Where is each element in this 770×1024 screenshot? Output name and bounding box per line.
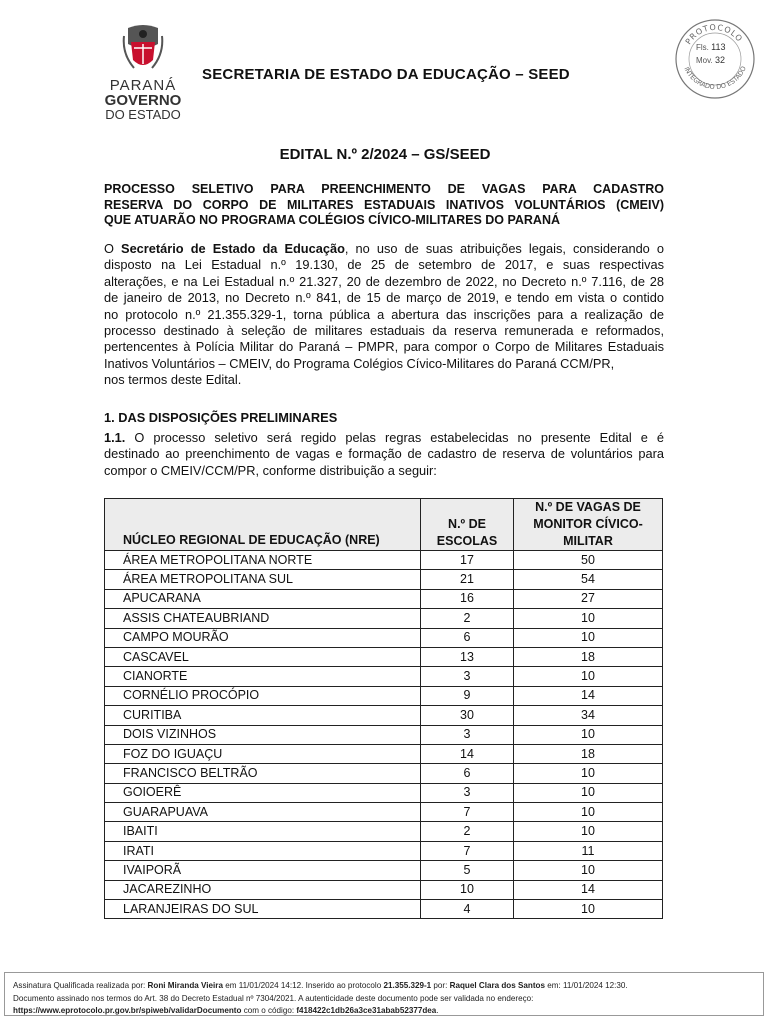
table-row <box>105 667 663 686</box>
table-row <box>105 822 663 841</box>
cell-escolas: 21 <box>421 570 514 589</box>
table-row <box>105 764 663 783</box>
intro-line: no protocolo n.º 21.355.329-1, torna pública a abertura das inscrições para a realização de <box>104 306 664 322</box>
table-row <box>105 686 663 705</box>
cell-nre: FRANCISCO BELTRÃO <box>105 764 421 783</box>
cell-vagas: 50 <box>514 551 663 570</box>
table-row <box>105 880 663 899</box>
cell-nre: CAMPO MOURÃO <box>105 628 421 647</box>
stamp-text-bottom: INTEGRADO DO ESTADO <box>682 64 748 92</box>
logo-line-do-estado: DO ESTADO <box>105 107 181 122</box>
cell-nre: JACAREZINHO <box>105 880 421 899</box>
cell-escolas: 3 <box>421 783 514 802</box>
table-row <box>105 744 663 763</box>
table-header-row <box>105 499 663 551</box>
section-1-title: 1. DAS DISPOSIÇÕES PRELIMINARES <box>104 410 338 425</box>
table-row <box>105 609 663 628</box>
cell-vagas: 10 <box>514 822 663 841</box>
cell-nre: IRATI <box>105 841 421 860</box>
cell-escolas: 3 <box>421 667 514 686</box>
cell-nre: GOIOERÊ <box>105 783 421 802</box>
table-row <box>105 841 663 860</box>
cell-escolas: 2 <box>421 609 514 628</box>
edital-title: EDITAL N.º 2/2024 – GS/SEED <box>279 146 491 163</box>
cell-vagas: 10 <box>514 783 663 802</box>
intro-line: Inativos Voluntários – CMEIV, do Programa Colégios Cívico-Militares do Paraná CCM/PR, <box>104 355 615 371</box>
cell-vagas: 10 <box>514 764 663 783</box>
logo-line-governo: GOVERNO <box>104 92 182 109</box>
cell-nre: CASCAVEL <box>105 647 421 666</box>
table-row <box>105 803 663 822</box>
cell-vagas: 10 <box>514 803 663 822</box>
intro-line: de janeiro de 2013, no Decreto n.º 841, de 15 de março de 2019, e tendo em vista o contido <box>104 290 664 306</box>
item-1-1-line: compor o CMEIV/CCM/PR, conforme distribuição a seguir: <box>104 462 437 478</box>
header-nre: NÚCLEO REGIONAL DE EDUCAÇÃO (NRE) <box>105 499 421 551</box>
stamp-text-top: PROTOCOLO <box>683 22 745 47</box>
cell-nre: FOZ DO IGUAÇU <box>105 744 421 763</box>
cell-vagas: 10 <box>514 900 663 919</box>
table-row <box>105 725 663 744</box>
cell-escolas: 16 <box>421 589 514 608</box>
cell-nre: ÁREA METROPOLITANA NORTE <box>105 551 421 570</box>
item-1-1-number: 1.1. <box>104 430 126 445</box>
cell-nre: LARANJEIRAS DO SUL <box>105 900 421 919</box>
cell-vagas: 18 <box>514 744 663 763</box>
cell-escolas: 4 <box>421 900 514 919</box>
table-row <box>105 900 663 919</box>
item-1-1-line1: O processo seletivo será regido pelas regras estabelecidas no presente Edital e é <box>125 430 664 445</box>
inserter-name: Raquel Clara dos Santos <box>449 981 545 990</box>
svg-text:INTEGRADO DO ESTADO <box>682 65 747 91</box>
cell-vagas: 10 <box>514 861 663 880</box>
validation-code: f418422c1db26a3ce31abab52377dea <box>296 1006 437 1015</box>
stamp-fls-value: 113 <box>711 42 726 52</box>
intro-line: processo destinado à seleção de militares estaduais da reserva remunerada e reformados, <box>104 323 664 339</box>
cell-nre: CIANORTE <box>105 667 421 686</box>
cell-nre: APUCARANA <box>105 589 421 608</box>
table-row <box>105 628 663 647</box>
cell-vagas: 14 <box>514 880 663 899</box>
edital-subtitle <box>104 182 664 229</box>
cell-vagas: 10 <box>514 628 663 647</box>
intro-lead: O <box>104 241 122 256</box>
table-body <box>105 551 663 919</box>
intro-line1-rest: , no uso de suas atribuições legais, considerando o <box>344 241 664 256</box>
table-row <box>105 589 663 608</box>
intro-line: pertencentes à Polícia Militar do Paraná – PMPR, para compor o Corpo de Militares Estaduais <box>104 339 664 355</box>
item-1-1-line: destinado ao preenchimento de vagas e formação de cadastro de reserva de voluntários para <box>104 446 664 462</box>
cell-vagas: 34 <box>514 706 663 725</box>
cell-vagas: 10 <box>514 725 663 744</box>
item-1-1 <box>104 430 664 479</box>
cell-escolas: 3 <box>421 725 514 744</box>
intro-bold: Secretário de Estado da Educação <box>121 241 345 256</box>
cell-vagas: 18 <box>514 647 663 666</box>
table-row <box>105 861 663 880</box>
cell-escolas: 17 <box>421 551 514 570</box>
cell-nre: IBAITI <box>105 822 421 841</box>
subtitle-line: RESERVA DO CORPO DE MILITARES ESTADUAIS INATIVOS VOLUNTÁRIOS (CMEIV) <box>104 197 664 212</box>
cell-escolas: 7 <box>421 803 514 822</box>
cell-nre: ASSIS CHATEAUBRIAND <box>105 609 421 628</box>
cell-escolas: 30 <box>421 706 514 725</box>
footer-line-2: Documento assinado nos termos do Art. 38 do Decreto Estadual nº 7304/2021. A autenticidade deste documento pode ser validada no endereço: <box>13 993 534 1003</box>
cell-escolas: 5 <box>421 861 514 880</box>
cell-escolas: 7 <box>421 841 514 860</box>
stamp-mov-label: Mov. <box>696 56 713 65</box>
cell-nre: CORNÉLIO PROCÓPIO <box>105 686 421 705</box>
header-escolas: N.º DE ESCOLAS <box>421 499 514 551</box>
logo-line-parana: PARANÁ <box>109 77 177 94</box>
cell-nre: CURITIBA <box>105 706 421 725</box>
cell-escolas: 14 <box>421 744 514 763</box>
table-row <box>105 570 663 589</box>
cell-nre: DOIS VIZINHOS <box>105 725 421 744</box>
intro-line: alterações, e na Lei Estadual n.º 21.327, 20 de dezembro de 2022, no Decreto n.º 7.116, de 28 <box>104 273 664 289</box>
cell-vagas: 14 <box>514 686 663 705</box>
signer-name: Roni Miranda Vieira <box>147 981 223 990</box>
protocol-stamp <box>674 18 756 100</box>
parana-coat-of-arms-icon <box>122 24 164 76</box>
cell-nre: IVAIPORÃ <box>105 861 421 880</box>
cell-nre: GUARAPUAVA <box>105 803 421 822</box>
header-vagas: N.º DE VAGAS DE MONITOR CÍVICO-MILITAR <box>514 499 663 551</box>
cell-escolas: 6 <box>421 764 514 783</box>
intro-line: nos termos deste Edital. <box>104 372 242 388</box>
cell-escolas: 9 <box>421 686 514 705</box>
cell-nre: ÁREA METROPOLITANA SUL <box>105 570 421 589</box>
cell-escolas: 13 <box>421 647 514 666</box>
table-row <box>105 647 663 666</box>
vacancies-table <box>104 498 663 919</box>
protocol-number: 21.355.329-1 <box>383 981 432 990</box>
signature-footer: Assinatura Qualificada realizada por: Roni Miranda Vieira em 11/01/2024 14:12. Inserido ao protocolo 21.355.329-1 por: Raquel Clara dos Santos em: 11/01/2024 12:30. Documento assinado nos termos do Art. 38 do Decreto Estadual nº 7304/2021. A autenticidade deste documento pode ser validada no endereço: https://www.eprotocolo.pr.gov.br/spiweb/validarDocumento com o código: f418422c1db26a3ce31abab52377dea. <box>4 972 764 1016</box>
cell-vagas: 10 <box>514 609 663 628</box>
table-row <box>105 706 663 725</box>
subtitle-line: QUE ATUARÃO NO PROGRAMA COLÉGIOS CÍVICO-MILITARES DO PARANÁ <box>104 213 561 227</box>
cell-escolas: 6 <box>421 628 514 647</box>
cell-escolas: 10 <box>421 880 514 899</box>
intro-paragraph <box>104 241 664 389</box>
cell-vagas: 54 <box>514 570 663 589</box>
secretaria-heading: SECRETARIA DE ESTADO DA EDUCAÇÃO – SEED <box>202 66 570 83</box>
parana-government-logo <box>100 24 186 124</box>
stamp-fls-label: Fls. <box>696 43 709 52</box>
validation-url[interactable]: https://www.eprotocolo.pr.gov.br/spiweb/validarDocumento <box>13 1006 242 1015</box>
cell-escolas: 2 <box>421 822 514 841</box>
cell-vagas: 10 <box>514 667 663 686</box>
table-row <box>105 783 663 802</box>
subtitle-line: PROCESSO SELETIVO PARA PREENCHIMENTO DE VAGAS PARA CADASTRO <box>104 182 664 196</box>
intro-line: disposto na Lei Estadual n.º 19.130, de 25 de setembro de 2017, e suas respectivas <box>104 257 664 273</box>
table-row <box>105 551 663 570</box>
cell-vagas: 11 <box>514 841 663 860</box>
stamp-mov-value: 32 <box>714 55 725 65</box>
cell-vagas: 27 <box>514 589 663 608</box>
